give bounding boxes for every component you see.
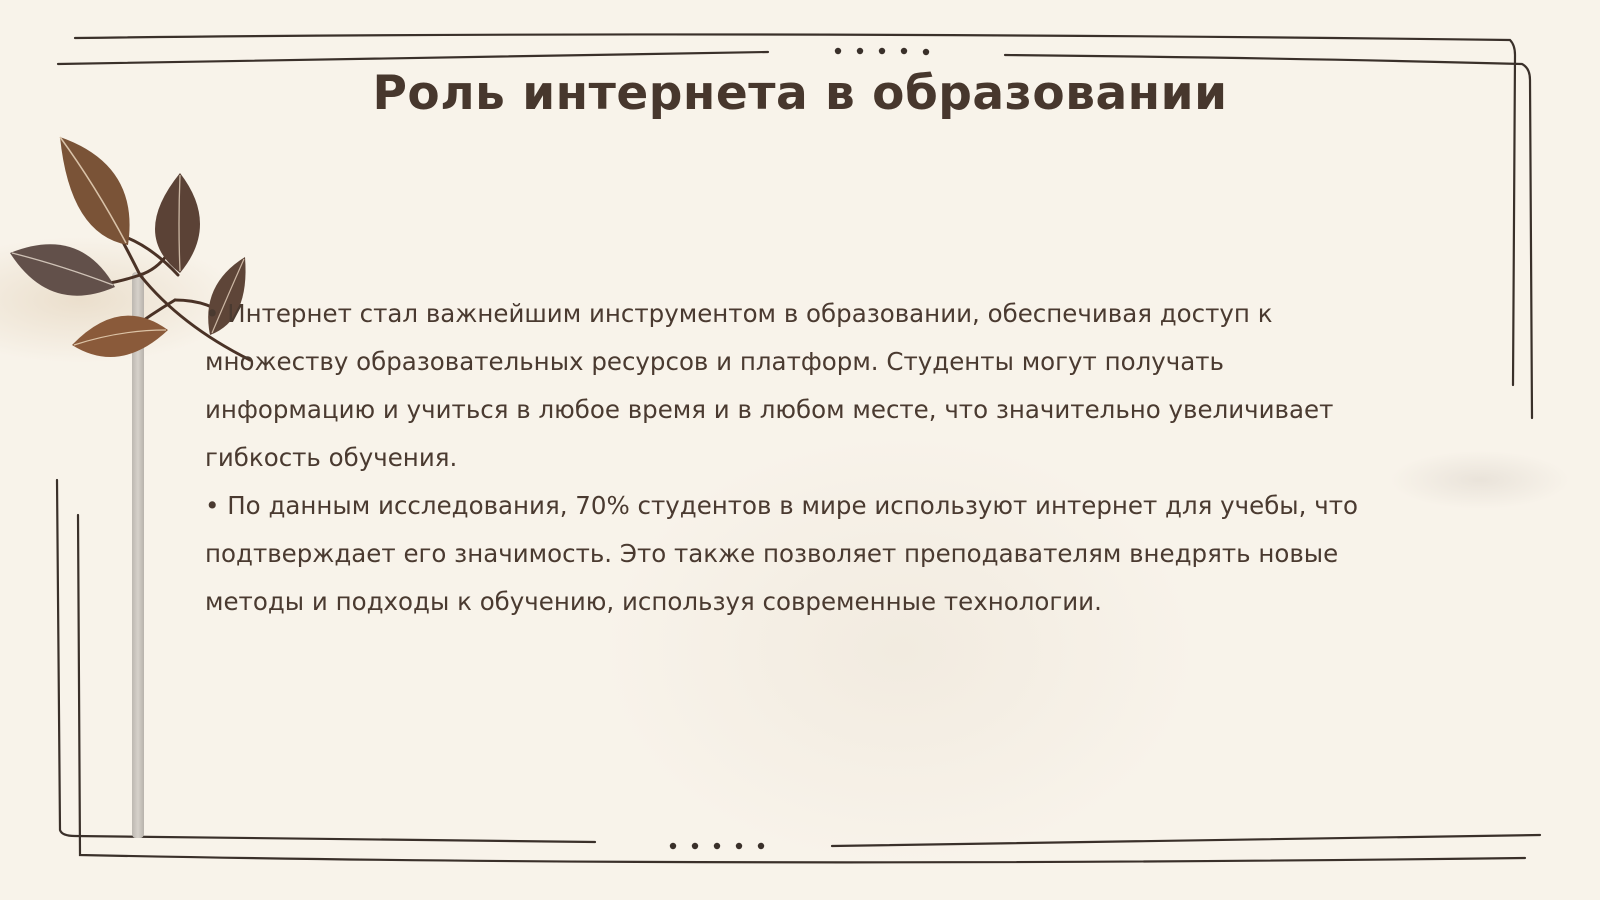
slide-title: Роль интернета в образовании [372,66,1228,121]
slide-body [205,290,1375,626]
bottom-dots [670,843,764,849]
bullet-paragraph-1: • Интернет стал важнейшим инструментом в образовании, обеспечивая доступ к множеству образовательных ресурсов и платформ. Студенты могут получать информацию и учиться в любое время и в любом месте, что значительно увеличивает гибкость обучения. [205,299,1334,472]
bullet-paragraph-2: • По данным исследования, 70% студентов в мире используют интернет для учебы, что подтверждает его значимость. Это также позволяет преподавателям внедрять новые методы и подходы к обучению, используя современные технологии. [205,491,1358,616]
top-dots [835,48,929,55]
